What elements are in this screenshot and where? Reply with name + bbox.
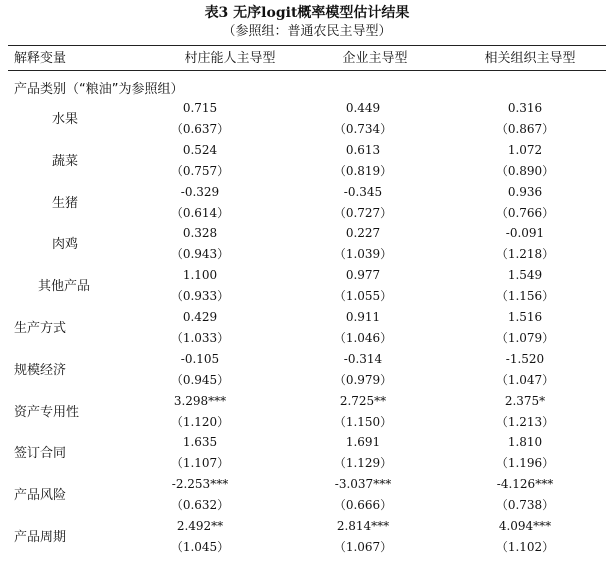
coef-cell: -4.126***: [496, 477, 554, 492]
row-label: 签订合同: [14, 446, 67, 462]
se-cell: （0.637）: [170, 122, 230, 136]
se-cell: （1.067）: [333, 540, 393, 554]
se-cell: （0.945）: [170, 372, 230, 387]
coef-cell: 0.977: [345, 268, 381, 283]
se-cell: （1.047）: [495, 372, 555, 387]
se-cell: （1.107）: [170, 456, 230, 471]
group-label: 产品类别（“粮油”为参照组）: [14, 82, 184, 97]
coef-cell: 0.429: [182, 310, 218, 324]
coef-cell: -0.314: [343, 351, 383, 366]
se-cell: （0.757）: [170, 163, 230, 178]
se-cell: （1.055）: [333, 289, 393, 304]
table-title: 表3 无序logit概率模型估计结果: [204, 5, 410, 21]
row-label: 蔬菜: [52, 153, 79, 169]
header-variable: 解释变量: [14, 51, 67, 66]
coef-cell: -3.037***: [334, 477, 392, 492]
row-label: 规模经济: [14, 362, 67, 378]
row-label: 其他产品: [38, 279, 91, 295]
top-rule: [8, 45, 606, 46]
coef-cell: 4.094***: [498, 519, 552, 533]
row-label: 产品风险: [14, 488, 67, 504]
coef-cell: 2.725**: [339, 393, 387, 408]
coef-cell: 0.449: [345, 101, 381, 115]
coef-cell: 0.715: [182, 101, 218, 115]
coef-cell: 0.911: [345, 310, 381, 324]
header-col1: 村庄能人主导型: [184, 51, 276, 66]
se-cell: （1.218）: [495, 247, 555, 262]
coef-cell: -0.329: [180, 184, 220, 199]
se-cell: （0.890）: [495, 163, 555, 178]
se-cell: （0.819）: [333, 163, 393, 178]
coef-cell: 0.524: [182, 142, 218, 157]
coef-cell: 0.328: [182, 226, 218, 241]
row-label: 肉鸡: [52, 237, 79, 253]
coef-cell: -0.091: [505, 226, 545, 241]
se-cell: （1.102）: [495, 540, 555, 554]
se-cell: （1.079）: [495, 331, 555, 345]
row-label: 水果: [52, 112, 79, 127]
se-cell: （1.156）: [495, 289, 555, 304]
se-cell: （1.120）: [170, 414, 230, 429]
coef-cell: 2.814***: [336, 519, 390, 533]
se-cell: （0.632）: [170, 498, 230, 513]
coef-cell: 3.298***: [173, 393, 227, 408]
coef-cell: -0.345: [343, 184, 383, 199]
se-cell: （1.039）: [333, 247, 393, 262]
row-label: 资产专用性: [14, 404, 80, 420]
header-rule: [8, 70, 606, 71]
se-cell: （0.666）: [333, 498, 393, 513]
coef-cell: 2.492**: [176, 519, 224, 533]
se-cell: （1.045）: [170, 540, 230, 554]
header-col2: 企业主导型: [342, 51, 408, 66]
coef-cell: 2.375*: [504, 393, 546, 408]
se-cell: （1.196）: [495, 456, 555, 471]
coef-cell: 0.936: [507, 184, 543, 199]
coef-cell: 1.516: [507, 310, 543, 324]
coef-cell: 1.691: [345, 435, 381, 450]
se-cell: （0.727）: [333, 205, 393, 220]
se-cell: （0.943）: [170, 247, 230, 262]
coef-cell: -0.105: [180, 351, 220, 366]
table-subtitle: （参照组：普通农民主导型）: [222, 24, 392, 39]
coef-cell: 0.227: [345, 226, 381, 241]
se-cell: （0.766）: [495, 205, 555, 220]
row-label: 生猪: [52, 195, 79, 211]
se-cell: （0.614）: [170, 205, 230, 220]
coef-cell: 1.072: [507, 142, 543, 157]
coef-cell: 1.549: [507, 268, 543, 283]
se-cell: （1.046）: [333, 331, 393, 345]
se-cell: （0.867）: [495, 122, 555, 136]
se-cell: （0.933）: [170, 289, 230, 304]
se-cell: （1.129）: [333, 456, 393, 471]
row-label: 产品周期: [14, 530, 67, 545]
coef-cell: -1.520: [505, 351, 545, 366]
header-col3: 相关组织主导型: [484, 51, 576, 66]
row-label: 生产方式: [14, 321, 67, 336]
coef-cell: 1.100: [182, 268, 218, 283]
se-cell: （1.213）: [495, 414, 555, 429]
se-cell: （1.150）: [333, 414, 393, 429]
coef-cell: 1.635: [182, 435, 218, 450]
coef-cell: 0.613: [345, 142, 381, 157]
se-cell: （0.738）: [495, 498, 555, 513]
coef-cell: -2.253***: [171, 477, 229, 492]
coef-cell: 0.316: [507, 101, 543, 115]
se-cell: （1.033）: [170, 331, 230, 345]
se-cell: （0.979）: [333, 372, 393, 387]
coef-cell: 1.810: [507, 435, 543, 450]
se-cell: （0.734）: [333, 122, 393, 136]
